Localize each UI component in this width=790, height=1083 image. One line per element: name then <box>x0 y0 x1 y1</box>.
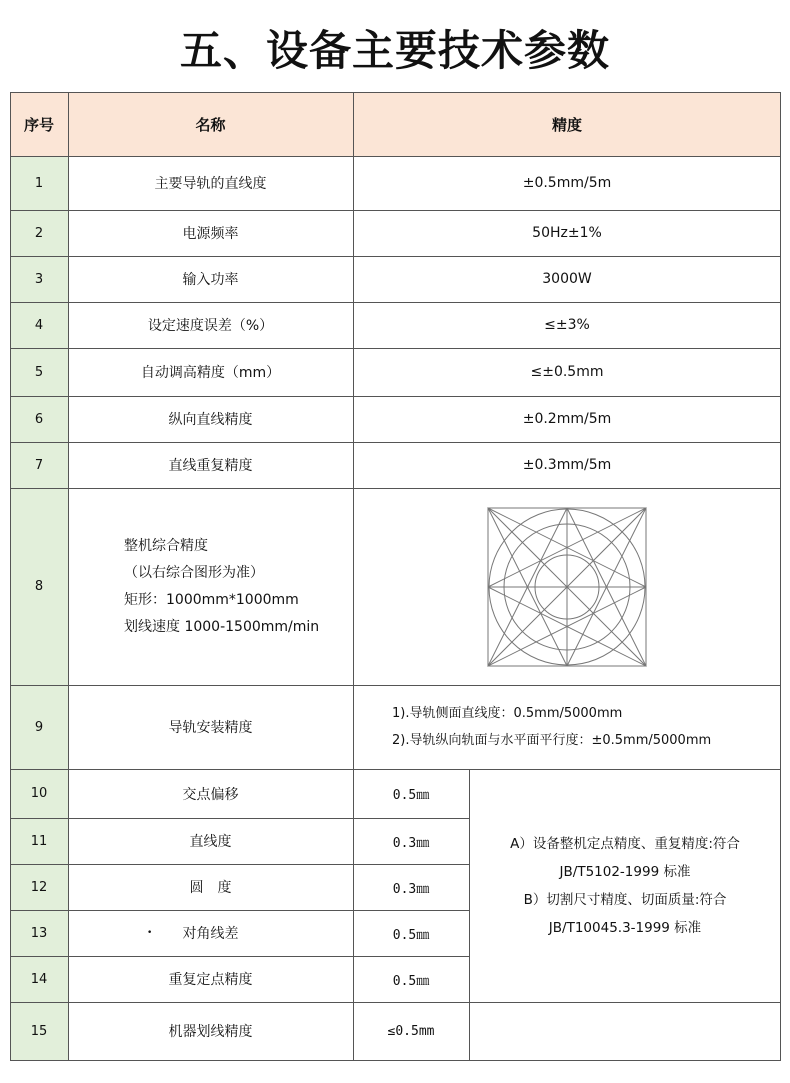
row-10-no: 10 <box>10 769 68 818</box>
row-6-no: 6 <box>10 396 68 442</box>
row-7-value: ±0.3mm/5m <box>522 457 612 473</box>
grid-line <box>10 910 469 911</box>
row-4-value: ≤±3% <box>544 317 590 333</box>
stray-dot: • <box>147 928 153 938</box>
row-12-no: 12 <box>10 864 68 910</box>
grid-line <box>10 769 781 770</box>
grid-line <box>780 92 781 1060</box>
grid-line <box>10 956 469 957</box>
row-14-value: 0.5㎜ <box>392 973 430 989</box>
grid-line <box>10 864 469 865</box>
row-4-no: 4 <box>10 302 68 348</box>
row-9-no: 9 <box>10 685 68 769</box>
grid-line <box>10 92 781 93</box>
standard-note-line-1: A）设备整机定点精度、重复精度:符合 <box>510 835 740 852</box>
header-name: 名称 <box>68 92 353 156</box>
row-15-no: 15 <box>10 1002 68 1060</box>
row-8-line-3: 矩形：1000mm*1000mm <box>124 591 299 608</box>
row-15-name: 机器划线精度 <box>168 1024 253 1040</box>
standard-note-line-3: B）切割尺寸精度、切面质量:符合 <box>523 891 727 908</box>
grid-line <box>10 1002 781 1003</box>
row-1-value: ±0.5mm/5m <box>522 175 612 191</box>
standard-note <box>469 769 781 1002</box>
grid-line <box>10 442 781 443</box>
row-13-value: 0.5㎜ <box>392 927 430 943</box>
row-11-value: 0.3㎜ <box>392 835 430 851</box>
row-8-no: 8 <box>10 488 68 685</box>
row-6-value: ±0.2mm/5m <box>522 411 612 427</box>
row-9-line-2: 2).导轨纵向轨面与水平面平行度：±0.5mm/5000mm <box>392 733 712 748</box>
standard-note-line-4: JB/T10045.3-1999 标准 <box>548 919 702 936</box>
row-5-no: 5 <box>10 348 68 396</box>
page-title: 五、设备主要技术参数 <box>179 26 610 75</box>
row-11-name: 直线度 <box>189 834 232 850</box>
row-8-line-2: （以右综合图形为准） <box>124 564 264 581</box>
row-5-name: 自动调高精度（mm） <box>140 365 281 381</box>
grid-line <box>353 92 354 1060</box>
grid-line <box>10 685 781 686</box>
comprehensive-precision-figure <box>487 507 647 667</box>
row-12-value: 0.3㎜ <box>392 881 430 897</box>
grid-line <box>68 92 69 1060</box>
row-2-name: 电源频率 <box>182 226 239 242</box>
row-5-value: ≤±0.5mm <box>530 364 604 380</box>
row-14-no: 14 <box>10 956 68 1002</box>
grid-line <box>10 210 781 211</box>
row-12-name: 圆 度 <box>189 880 232 896</box>
row-2-value: 50Hz±1% <box>532 225 602 241</box>
row-10-value: 0.5㎜ <box>392 788 430 803</box>
row-13-no: 13 <box>10 910 68 956</box>
row-10-name: 交点偏移 <box>182 786 239 803</box>
row-9-value <box>353 685 781 769</box>
grid-line <box>10 488 781 489</box>
row-8-line-1: 整机综合精度 <box>124 537 208 554</box>
row-13-name: 对角线差 <box>182 926 239 942</box>
row-3-value: 3000W <box>542 271 592 287</box>
row-8-figure-cell <box>353 488 781 685</box>
empty-cell <box>469 1002 781 1060</box>
row-7-no: 7 <box>10 442 68 488</box>
row-1-no: 1 <box>10 156 68 210</box>
grid-line <box>10 396 781 397</box>
row-8-description <box>68 488 353 685</box>
grid-line <box>10 92 11 1060</box>
row-11-no: 11 <box>10 818 68 864</box>
row-6-name: 纵向直线精度 <box>168 412 253 428</box>
row-14-name: 重复定点精度 <box>168 972 253 988</box>
grid-line <box>10 348 781 349</box>
row-15-value: ≤0.5mm <box>387 1023 435 1039</box>
row-1-name: 主要导轨的直线度 <box>154 176 267 192</box>
grid-line <box>10 302 781 303</box>
row-8-line-4: 划线速度 1000-1500mm/min <box>124 618 320 635</box>
grid-line <box>10 1060 781 1061</box>
row-2-no: 2 <box>10 210 68 256</box>
row-3-name: 输入功率 <box>182 272 239 288</box>
row-9-name: 导轨安装精度 <box>168 720 253 736</box>
row-7-name: 直线重复精度 <box>168 458 253 474</box>
standard-note-line-2: JB/T5102-1999 标准 <box>559 863 691 880</box>
row-4-name: 设定速度误差（%） <box>147 318 274 334</box>
grid-line <box>10 818 469 819</box>
header-precision: 精度 <box>353 92 781 156</box>
grid-line <box>10 156 781 157</box>
grid-line <box>10 256 781 257</box>
grid-line <box>469 769 470 1060</box>
header-no: 序号 <box>10 92 68 156</box>
row-3-no: 3 <box>10 256 68 302</box>
row-9-line-1: 1).导轨侧面直线度：0.5mm/5000mm <box>392 706 623 721</box>
